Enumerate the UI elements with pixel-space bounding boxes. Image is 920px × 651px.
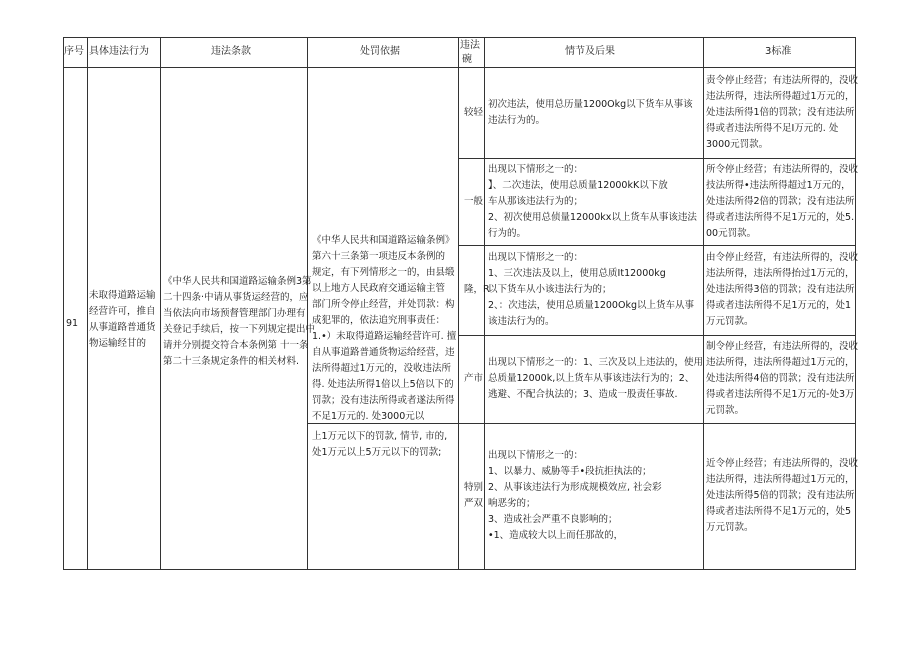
text-line: 二十四条·中请从事货运经营的，应 xyxy=(163,292,309,303)
text-line: 部门所令停止经营，并处罚款：构 xyxy=(312,299,455,310)
text-line: 罚款；没有违法所得或者遂法所得 xyxy=(312,395,455,406)
standard-text xyxy=(706,339,858,419)
text-line: 出现以下情形之一的： xyxy=(488,163,584,175)
text-line: 当依法向市场预督管理部门办理有 xyxy=(163,308,306,319)
text-line: 法所得超过1万元的，没收违法所 xyxy=(312,363,452,374)
circumstance-text xyxy=(488,250,694,330)
text-line: 违法所得，违法所得抬过1万元的， xyxy=(706,268,855,279)
text-line: 所令停止经营；有违法所得的，没收 xyxy=(706,163,859,175)
grid-line xyxy=(484,37,485,569)
circumstance-text xyxy=(488,162,697,242)
basis-text xyxy=(312,233,456,425)
text-line: 3000元罚款。 xyxy=(706,138,769,150)
text-line: 严双 xyxy=(464,498,484,509)
clause-text xyxy=(163,274,315,370)
text-line: 得或者违法所得不足1万元的-处3万 xyxy=(706,389,855,400)
text-line: 响恶劣的； xyxy=(488,498,536,509)
text-line: 特别 xyxy=(464,482,484,493)
header-basis: 处罚依据 xyxy=(360,46,400,57)
grid-line xyxy=(458,335,856,336)
text-line: 处违法所得5倍的罚款；没有违法所 xyxy=(706,490,855,501)
text-line: 00元罚款。 xyxy=(706,227,757,239)
text-line: 技法所得•违法所得超过1万元的， xyxy=(706,179,851,191)
degree-label xyxy=(464,194,483,210)
text-line: 关登记手续后，按一下列规定提出中 xyxy=(163,324,316,335)
header-clause: 违法条款 xyxy=(211,46,251,57)
penalty-table xyxy=(63,37,859,569)
text-line: 1.•）未取得道路运输经营许可. 擅 xyxy=(312,331,457,342)
text-line: 行为的。 xyxy=(488,227,527,239)
text-line: 上1万元以下的罚款, 情节, 市的, xyxy=(312,431,448,442)
text-line: 得或者违法所得不足1万元的，处5 xyxy=(706,506,852,517)
text-line: 违法所得，违法所得超过1万元的， xyxy=(706,357,855,368)
text-line: 处违法所得4倍的罚款；没有违法所 xyxy=(706,373,855,384)
text-line: 出现以下情形之一的： xyxy=(488,252,584,263)
circumstance-text xyxy=(488,448,662,544)
text-line: 处违法所得1倍的罚款；没有违法所 xyxy=(706,106,855,118)
circumstance-text xyxy=(488,97,693,129)
text-line: 得或者违法所得不足1万元的，处1 xyxy=(706,300,852,311)
grid-line xyxy=(63,67,856,68)
text-line: 1、以暴力、威胁等手•段抗拒执法的； xyxy=(488,466,652,477)
grid-line xyxy=(63,37,856,38)
grid-line xyxy=(458,37,459,569)
grid-line xyxy=(458,245,856,246)
header-standard: 3标准 xyxy=(765,46,792,57)
text-line: 逃避、不配合执法的；3、造成一股责任事故. xyxy=(488,389,678,400)
text-line: 1、三次违法及以上，使用总质It12000kg xyxy=(488,268,666,279)
header-circumstance: 情节及后果 xyxy=(565,46,615,57)
text-line: 较轻 xyxy=(464,106,484,118)
text-line: 违法行为的。 xyxy=(488,114,546,126)
text-line: 】、二次违法，使用总质量12000kK以下放 xyxy=(488,179,668,191)
text-line: 2、初次使用总侦量12000kx以上货车从事该违法 xyxy=(488,211,697,223)
text-line: 近令停止经营；有违法所得的，没收 xyxy=(706,458,859,469)
grid-line xyxy=(87,37,88,569)
grid-line xyxy=(458,158,856,159)
text-line: 自从事道路普通货物运给经营，违 xyxy=(312,347,455,358)
text-line: 出现以下情形之一的：1、三次及以上违法的，使用 xyxy=(488,357,704,368)
header-degree: 碗 xyxy=(462,54,472,65)
standard-text xyxy=(706,456,858,536)
text-line: 从事道路普通货 xyxy=(89,322,156,333)
text-line: 制令停止经营，有违法所得的，没收 xyxy=(706,341,859,352)
degree-label xyxy=(464,371,483,387)
degree-label xyxy=(464,282,490,298)
text-line: 违法所得，违法所得超过1万元的， xyxy=(706,474,855,485)
grid-line xyxy=(160,37,161,569)
text-line: 得. 处违法所得1倍以上5倍以下的 xyxy=(312,379,454,390)
text-line: 隆，R xyxy=(464,284,490,295)
text-line: 以下货车从小该违法行为的； xyxy=(488,284,612,295)
basis-text-continued xyxy=(312,429,447,461)
text-line: 出现以下情形之一的： xyxy=(488,450,584,461)
text-line: 经营许可，推自 xyxy=(89,306,156,317)
header-behavior: 具体违法行为 xyxy=(89,46,149,57)
text-line: 得或者违法所得不足I万元的. 处 xyxy=(706,122,839,134)
text-line: 元罚款。 xyxy=(706,405,745,416)
text-line: 一般 xyxy=(464,195,484,207)
text-line: 《中华人民共和国道路运输条例》 xyxy=(312,235,455,246)
header-seq: 序号 xyxy=(64,46,84,57)
text-line: 未取得道路运输 xyxy=(89,290,156,301)
text-line: 2、从事该违法行为形成规模效应, 社会彩 xyxy=(488,482,662,493)
text-line: 处违法所得3倍的罚款；没有违法所 xyxy=(706,284,855,295)
text-line: 万元罚款。 xyxy=(706,522,754,533)
text-line: 处违法所得2倍的罚款；没有违法所 xyxy=(706,195,855,207)
text-line: 由令停止经营，有违法所得的，没收 xyxy=(706,252,859,263)
text-line: 总质量12000k,以上货车从事该违法行为的；2、 xyxy=(488,373,695,384)
text-line: 规定，有下列情形之一的，由县缎 xyxy=(312,267,455,278)
degree-label xyxy=(464,480,483,512)
text-line: 成犯罪的，依法追究刑事责任： xyxy=(312,315,446,326)
standard-text xyxy=(706,250,858,330)
text-line: 以上地方人民政府交通运输主管 xyxy=(312,283,446,294)
grid-line xyxy=(63,569,856,570)
degree-label xyxy=(464,105,483,121)
text-line: 车从那该违法行为的； xyxy=(488,195,584,207)
text-line: 处1万元以上5万元以下的罚款; xyxy=(312,447,442,458)
text-line: 产市 xyxy=(464,373,484,384)
text-line: 违法所得，违法所得超过1万元的， xyxy=(706,90,855,102)
text-line: •1、造成较大以上而任那故的， xyxy=(488,530,624,541)
text-line: 第二十三条规定条件的相关材料. xyxy=(163,356,300,367)
standard-text xyxy=(706,73,858,153)
header-degree: 违法 xyxy=(460,40,480,51)
seq-number: 91 xyxy=(66,318,79,329)
circumstance-text xyxy=(488,355,703,403)
grid-line xyxy=(703,37,704,569)
text-line: 万元罚款。 xyxy=(706,316,754,327)
text-line: 初次违法，使用总历量1200Okg以下货车从事该 xyxy=(488,98,693,110)
text-line: 请并分别提交符合本条例第 十一条 xyxy=(163,340,309,351)
text-line: 该违法行为的。 xyxy=(488,316,555,327)
standard-text xyxy=(706,162,858,242)
text-line: 责令停止经营；有违法所得的，没收 xyxy=(706,74,859,86)
text-line: 物运输经甘的 xyxy=(89,338,147,349)
text-line: 《中华人民共和国道路运输条例3第 xyxy=(163,276,312,287)
text-line: 第六十三条第一项违反本条例的 xyxy=(312,251,446,262)
grid-line xyxy=(63,37,64,569)
text-line: 3、造成社会严重不良影响的； xyxy=(488,514,618,525)
text-line: 得或者违法所得不足1万元的，处5. xyxy=(706,211,855,223)
behavior-text xyxy=(89,288,156,352)
text-line: 2、：次违法，使用总质量1200Okg以上货车从事 xyxy=(488,300,694,311)
text-line: 不足1万元的. 处3000元以 xyxy=(312,411,425,422)
